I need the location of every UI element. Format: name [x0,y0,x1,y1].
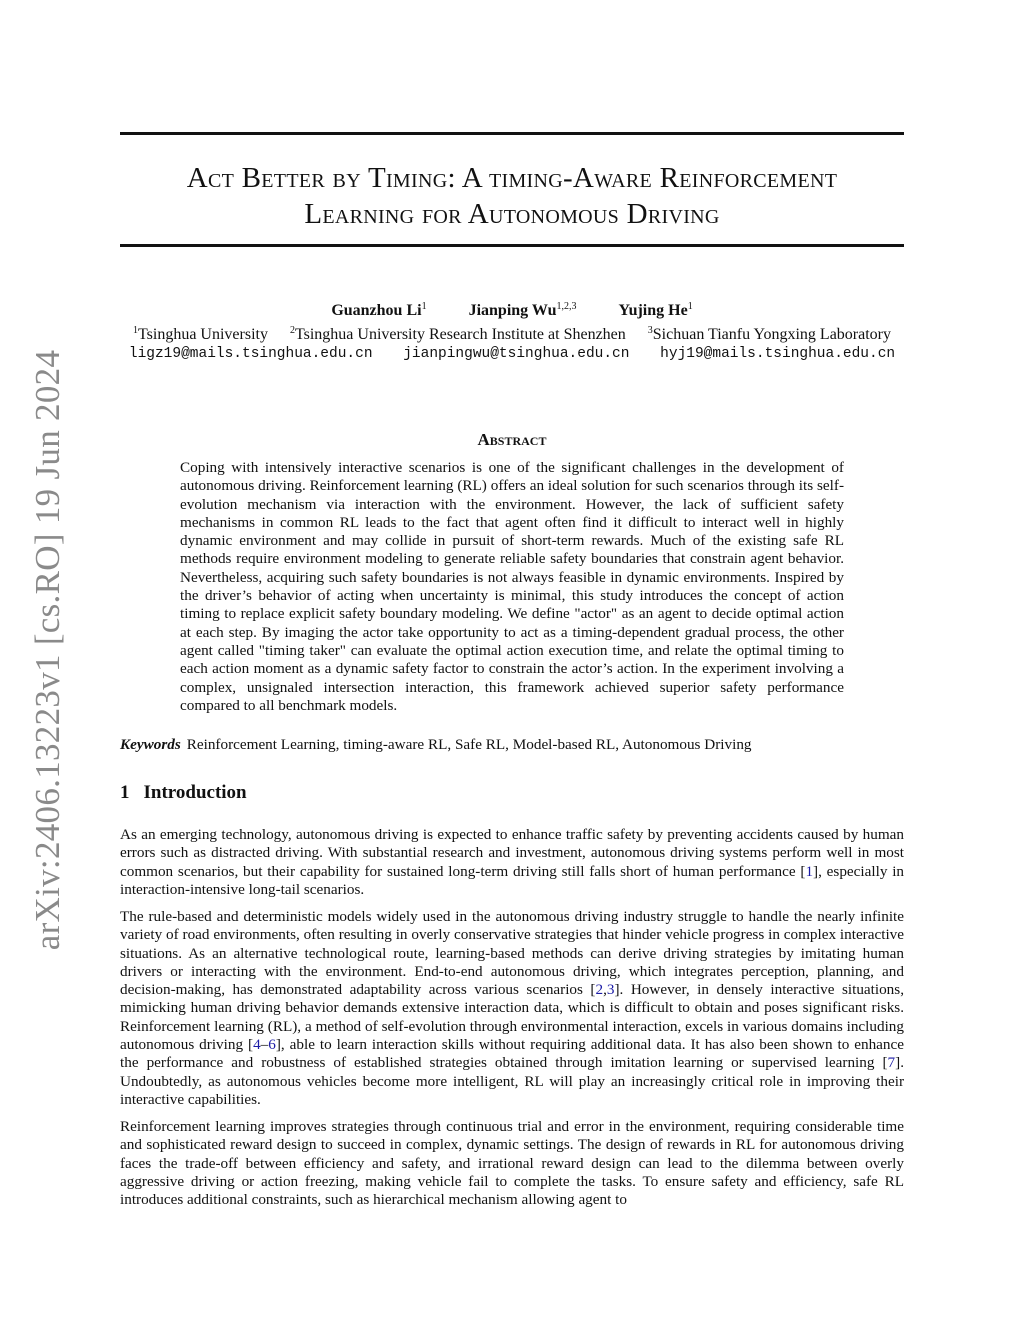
citation-link[interactable]: 6 [268,1036,276,1054]
email: ligz19@mails.tsinghua.edu.cn [128,346,373,362]
citation-link[interactable]: 2 [595,981,604,999]
abstract-text: Coping with intensively interactive scenarios is one of the significant challenges in the development of autonomous driving. Reinforcement learning (RL) offers an ideal solution for such scenarios through its self-evolution mechanism via interaction with the environment. However, the lack of sufficient safety mechanisms in common RL leads to the fact that agent often find it difficult to interact well in highly dynamic environment and may collide in pursuit of short-term rewards. Much of the existing safe RL methods require environment modeling to generate reliable safety boundaries that constrain agent behavior. Nevertheless, acquiring such safety boundaries is not always feasible in dynamic environments. Inspired by the driver’s behavior of acting when uncertainty is minimal, this study introduces the concept of action timing to replace explicit safety boundary modeling. We define "actor" as an agent to decide optimal action at each step. By imaging the actor take opportunity to act as a timing-dependent gradual process, the other agent called "timing taker" can evaluate the optimal action execution time, and relate the optimal timing to each action moment as a dynamic safety factor to constrain the actor’s action. In the experiment involving a complex, unsignaled intersection interaction, this framework achieved superior safety performance compared to all benchmark models. [180,459,844,714]
intro-paragraph-3: Reinforcement learning improves strategies through continuous trial and error in the environment, requiring considerable time and sophisticated reward design to succeed in complex, dynamic settings. The design of rewards in RL for autonomous driving faces the trade-off between efficiency and safety, and irrational reward design can lead to the dilemma between overly aggressive driving or action freezing, making vehicle fail to complete the tasks. To ensure safety and efficiency, safe RL introduces additional constraints, such as hierarchical mechanism allowing agent to [120,1118,904,1209]
affiliation: $^3$Sichuan Tianfu Yongxing Laboratory [647,325,891,343]
keywords-label: Keywords [120,736,181,753]
citation-link[interactable]: 3 [606,981,615,999]
email: hyj19@mails.tsinghua.edu.cn [660,346,896,362]
paper-title [120,160,904,232]
title-line-1: Act Better by Timing: A timing-Aware Reinforcement [186,162,838,194]
title-bottom-rule [120,244,904,247]
title-line-2: Learning for Autonomous Driving [304,198,720,230]
abstract-heading: Abstract [477,430,547,449]
section-heading [120,782,247,804]
author: Guanzhou Li$^1$ [331,301,427,319]
title-top-rule [120,132,904,135]
keywords-text: Reinforcement Learning, timing-aware RL, Safe RL, Model-based RL, Autonomous Driving [186,736,752,753]
arxiv-stamp: arXiv:2406.13223v1 [cs.RO] 19 Jun 2024 [28,349,67,951]
email-list [100,346,924,362]
intro-paragraph-1: As an emerging technology, autonomous driving is expected to enhance traffic safety by preventing accidents caused by human errors such as distracted driving. With substantial research and investment, autonomous driving systems perform well in most common scenarios, but their capability for sustained long-term driving still falls short of human performance [1], especially in interaction-intensive long-tail scenarios. [120,826,905,898]
keywords [120,736,904,754]
author: Jianping Wu$^{1,2,3}$ [468,301,577,319]
email: jianpingwu@tsinghua.edu.cn [403,346,630,362]
affiliation-list [100,326,924,344]
section-title: Introduction [143,782,247,803]
citation-link[interactable]: 4 [253,1036,261,1054]
citation-link[interactable]: 7 [887,1054,896,1072]
section-number: 1 [120,782,130,803]
author: Yujing He$^1$ [618,301,693,319]
citation-link[interactable]: 1 [805,862,814,880]
affiliation: $^1$Tsinghua University [132,325,268,343]
intro-paragraph-2: The rule-based and deterministic models widely used in the autonomous driving industry struggle to handle the nearly infinite variety of road environments, often resulting in overly conservative strategies that hinder vehicle progress in complex interactive situations. As an alternative technological route, learning-based methods can derive driving strategies by imitating human drivers or interacting with the environment. End-to-end autonomous driving, which integrates perception, planning, and decision-making, has demonstrated adaptability across various scenarios [2,3]. However, in densely interactive situations, mimicking human driving behavior demands extensive interaction data, which is difficult to obtain and poses significant risks. Reinforcement learning (RL), a method of self-evolution through environmental interaction, excels in various domains including autonomous driving [4–6], able to learn interaction skills without requiring additional data. It has also been shown to enhance the performance and robustness of established strategies obtained through imitation learning or supervised learning [7]. Undoubtedly, as autonomous vehicles become more intelligent, RL will play an increasingly critical role in improving their interactive capabilities. [120,908,904,1108]
author-list [100,302,924,320]
affiliation: $^2$Tsinghua University Research Institute at Shenzhen [289,325,626,343]
